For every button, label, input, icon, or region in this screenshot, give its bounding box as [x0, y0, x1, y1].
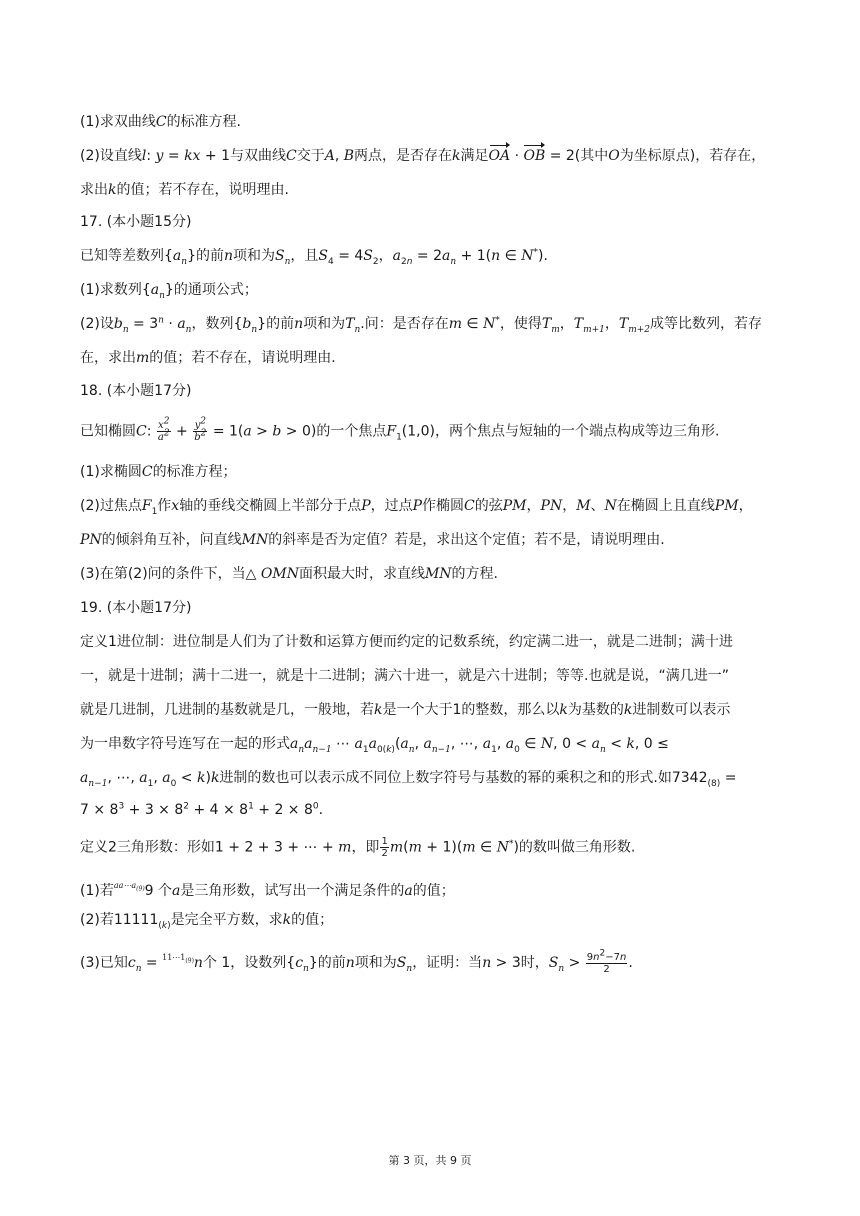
q19-def1-line3: 就是几进制，几进制的基数就是几，一般地，若k是一个大于1的整数，那么以k为基数的k进制数可以表示 — [80, 702, 731, 718]
q18-header: 18. (本小题17分) — [80, 383, 192, 399]
q19-def1-line6: $7 \times 8^3 + 3 \times 8^2 + 4 \times 8^1 + 2 \times 8^0$. — [80, 801, 324, 818]
q18-part2-line2: PN的倾斜角互补，问直线MN的斜率是否为定值？若是，求出这个定值；若不是，请说明理由. — [80, 532, 665, 548]
q19-header: 19. (本小题17分) — [80, 600, 192, 616]
q16-part1: (1)求双曲线C的标准方程. — [80, 114, 242, 130]
q17-part2-line2: 在，求出m的值；若不存在，请说明理由. — [80, 350, 336, 366]
q18-part3: (3)在第(2)问的条件下，当△ OMN面积最大时，求直线MN的方程. — [80, 566, 498, 582]
q17-part2-line1: (2)设$b_n = 3^n \cdot a_n$，数列$\{b_n\}$的前n项和为$T_n$.问：是否存在m ∈ N*，使得$T_m$，$T_{m+1}$，$T_{m+2}$成等比数列，若存 — [80, 315, 763, 335]
q17-header: 17. (本小题15分) — [80, 214, 192, 230]
q18-stem: 已知椭圆C: $\frac{x^2}{a^2}$ + $\frac{y^2}{b^2}$ = 1(a > b > 0)的一个焦点$F_1(1,0)$，两个焦点与短轴的一个端点构成等边三角形. — [80, 416, 720, 443]
q19-def1-line5: $a_{n-1}$, ⋯, $a_1$, $a_0 < k)k$进制的数也可以表示成不同位上数字符号与基数的幂的乘积之和的形式.如$7342_{(8)}$ = — [80, 770, 737, 789]
q17-part1: (1)求数列$\{a_n\}$的通项公式； — [80, 282, 258, 301]
q16-part2-line1: (2)设直线l: y = kx + 1与双曲线C交于A, B两点，是否存在k满足OA · OB = 2(其中O为坐标原点)，若存在， — [80, 148, 766, 164]
q16-part2-line2: 求出k的值；若不存在，说明理由. — [80, 182, 289, 198]
q19-part1: (1)若$^{aa\cdots a_{(9)}}$9 个a是三角形数，试写出一个满足条件的a的值； — [80, 881, 455, 899]
q18-part1: (1)求椭圆C的标准方程； — [80, 464, 237, 480]
q19-part2: (2)若$11111_{(k)}$是完全平方数，求k的值； — [80, 912, 334, 931]
q19-def1-line1: 定义1进位制：进位制是人们为了计数和运算方便而约定的记数系统，约定满二进一，就是二进制；满十进 — [80, 634, 733, 650]
q18-part2-line1: (2)过焦点$F_1$作x轴的垂线交椭圆上半部分于点P，过点P作椭圆C的弦PM，PN，M、N在椭圆上且直线PM， — [80, 498, 753, 517]
page-footer: 第 3 页，共 9 页 — [388, 1154, 472, 1167]
q19-def1-line2: 一，就是十进制；满十二进一，就是十二进制；满六十进一，就是六十进制；等等.也就是说，“满几进一” — [80, 668, 729, 684]
q19-def2: 定义2三角形数：形如1 + 2 + 3 + ⋯ + m，即 $\frac{1}{2}$ m(m + 1)(m ∈ N*)的数叫做三角形数. — [80, 836, 636, 859]
q19-def1-line4: 为一串数字符号连写在一起的形式$a_na_{n-1}$ ⋯ $a_1a_{0(k)}(a_n$, $a_{n-1}$, ⋯, $a_1$, $a_0$ ∈ N, $0 < a_n < k$, 0 ≤ — [80, 736, 669, 755]
q19-part3: (3)已知$c_n = ^{11\cdots 1_{(9)}}n$个 1，设数列$\{c_n\}$的前n项和为$S_n$，证明：当n > 3时，$S_n$ > $\frac{9n^2-7n}{2}$ . — [80, 948, 633, 975]
q17-stem: 已知等差数列$\{a_n\}$的前n项和为$S_n$，且$S_4 = 4S_2$，$a_{2n} = 2a_n + 1(n$ ∈ N*). — [80, 247, 548, 267]
